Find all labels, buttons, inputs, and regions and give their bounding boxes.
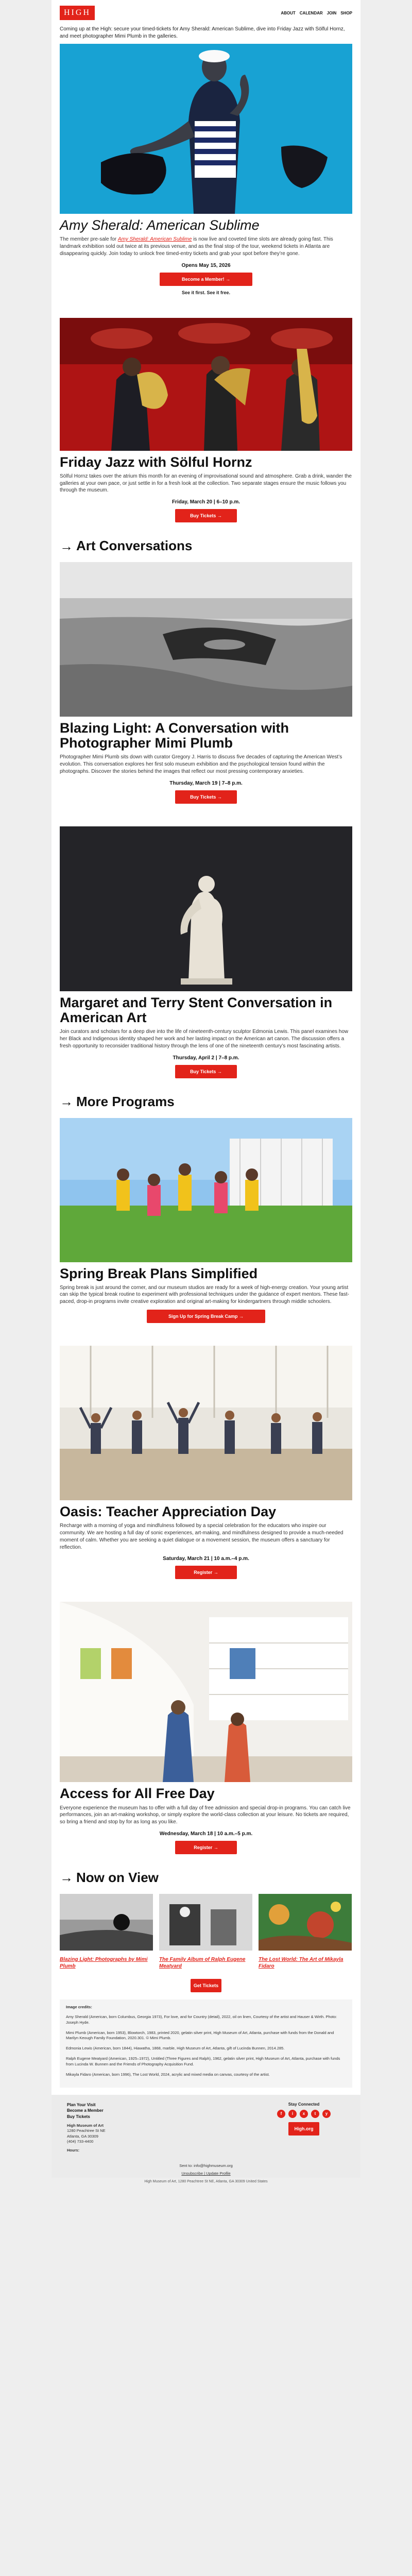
event-jazz xyxy=(52,455,360,523)
event-title: Blazing Light: A Conversation with Photographer Mimi Plumb xyxy=(60,720,289,751)
program-title: Access for All Free Day xyxy=(60,1786,215,1802)
program-spring-break xyxy=(52,1266,360,1324)
exhibition-card[interactable] xyxy=(159,1894,252,1970)
event-mimi-plumb xyxy=(52,721,360,804)
event-body: Photographer Mimi Plumb sits down with curator Gregory J. Harris to discuss five decades of capturing the American West’s evolution. This conversation explores her first solo museum exhibition and the psychological tension found within the photographs. Discover the stories behind the images that reflect our most pressing contemporary anxieties. xyxy=(60,754,342,774)
become-member-link[interactable]: Become a Member xyxy=(67,2108,104,2113)
tiktok-icon[interactable]: t xyxy=(311,2110,319,2118)
art-conversations-heading xyxy=(52,538,360,554)
org-address-line: High Museum of Art, 1280 Peachtree St NE, Atlanta, GA 30309 United States xyxy=(0,2178,412,2190)
exhibition-link[interactable]: The Lost World: The Art of Mikayla Fidaro xyxy=(259,1956,344,1969)
high-org-button[interactable]: High.org xyxy=(288,2122,319,2136)
event-title: Friday Jazz with Sölful Hornz xyxy=(60,454,252,470)
hero-exhibition-link[interactable]: Amy Sherald: American Sublime xyxy=(117,236,192,243)
credit-line: Mikayla Fidaro (American, born 1996), The Lost World, 2024, acrylic and mixed media on canvas, courtesy of the artist. xyxy=(66,2072,270,2077)
credits-title: Image credits: xyxy=(66,2004,92,2009)
section-title: Now on View xyxy=(76,1869,159,1885)
hero-image[interactable] xyxy=(60,44,352,214)
jazz-image[interactable] xyxy=(60,318,352,451)
facebook-icon[interactable]: f xyxy=(277,2110,285,2118)
now-on-view-heading xyxy=(52,1870,360,1886)
now-on-view-grid xyxy=(52,1894,360,1970)
get-tickets-button[interactable]: Get Tickets xyxy=(191,1979,221,1992)
plan-visit-link[interactable]: Plan Your Visit xyxy=(67,2102,96,2107)
youtube-icon[interactable]: y xyxy=(322,2110,331,2118)
program-date: Wednesday, March 18 | 10 a.m.–5 p.m. xyxy=(159,1831,253,1837)
stay-connected-label: Stay Connected xyxy=(288,2102,320,2107)
spring-break-signup-button[interactable]: Sign Up for Spring Break Camp → xyxy=(147,1310,265,1323)
access-free-day-image[interactable] xyxy=(60,1602,352,1782)
become-member-button[interactable]: Become a Member! → xyxy=(160,273,252,286)
nav-calendar[interactable]: CALENDAR xyxy=(299,10,323,15)
credit-line: Ralph Eugene Meatyard (American, 1925–1972), Untitled (Three Figures and Ralph), 1962, gelatin silver print, High Museum of Art, Atlanta, purchase with funds from Lucinda W. Bunnen and the Friends of Photography Acquisition Fund. xyxy=(66,2056,340,2067)
arrow-right-icon: → xyxy=(60,1870,73,1886)
event-body: Join curators and scholars for a deep dive into the life of nineteenth-century sculptor Edmonia Lewis. This panel examines how her Black and Indigenous identity shaped her work and her lasting impact on the American art canon. The discussion offers a fresh opportunity to reconsider traditional history through the lens of one of the nineteenth century’s most fascinating artists. xyxy=(60,1029,349,1049)
section-title: More Programs xyxy=(76,1093,175,1109)
exhibition-card[interactable] xyxy=(60,1894,153,1970)
email-header xyxy=(52,0,360,26)
buy-tickets-button[interactable]: Buy Tickets → xyxy=(175,1065,237,1078)
exhibition-link[interactable]: Blazing Light: Photographs by Mimi Plumb xyxy=(60,1956,148,1969)
oasis-image[interactable] xyxy=(60,1346,352,1500)
event-stent-conversation xyxy=(52,995,360,1078)
hero-body: The member pre-sale for Amy Sherald: American Sublime is now live and coveted time slots are already going fast. This landmark exhibition sold out twice at its previous venue, and as the final stop of the tour, weekend tickets in Atlanta are disappearing quickly. Join today to unlock free timed-entry tickets and grab your spot before they’re gone. xyxy=(60,236,333,257)
exhibition-thumbnail[interactable] xyxy=(259,1894,352,1951)
event-date: Thursday, April 2 | 7–8 p.m. xyxy=(173,1055,239,1061)
more-programs-heading xyxy=(52,1094,360,1110)
exhibition-thumbnail[interactable] xyxy=(159,1894,252,1951)
credit-line: Mimi Plumb (American, born 1953), Blowtorch, 1983, printed 2020, gelatin silver print, High Museum of Art, Atlanta, purchase with funds from the Donald and Marilyn Keough Family Foundation, 2020.301. © Mimi Plumb. xyxy=(66,2030,334,2041)
credit-line: Edmonia Lewis (American, born 1844), Hiawatha, 1868, marble, High Museum of Art, Atlanta, gift of Lucinda Bunnen, 2014.285. xyxy=(66,2046,285,2051)
high-logo[interactable]: HIGH xyxy=(60,6,95,20)
museum-address: High Museum of Art 1280 Peachtree St NE Atlanta, GA 30309 (404) 733-4400 Hours: xyxy=(67,2123,106,2153)
register-button[interactable]: Register → xyxy=(175,1841,237,1854)
arrow-right-icon: → xyxy=(60,538,73,554)
legal-block xyxy=(52,2158,360,2178)
event-date: Thursday, March 19 | 7–8 p.m. xyxy=(169,780,243,786)
program-body: Everyone experience the museum has to offer with a full day of free admission and special drop-in programs. You can catch live performances, join an art-making workshop, or simply explore the world-class collection at your leisure. No tickets are required, so bring a friend and stop by for as long as you like. xyxy=(60,1805,351,1825)
hero-title: Amy Sherald: American Sublime xyxy=(60,217,260,233)
event-date: Friday, March 20 | 6–10 p.m. xyxy=(171,499,241,505)
sent-to-text: Sent to: info@highmuseum.org xyxy=(179,2163,233,2168)
instagram-icon[interactable]: i xyxy=(288,2110,297,2118)
event-title: Margaret and Terry Stent Conversation in American Art xyxy=(60,994,333,1025)
program-body: Recharge with a morning of yoga and mindfulness followed by a special celebration for the educators who inspire our community. We are hosting a full day of sonic experiences, art-making, and mindfulness designed to provide a much-needed moment of calm. Whether you are seeking a quiet dialogue or a movement session, the museum offers a sanctuary for reflection. xyxy=(60,1523,344,1550)
buy-tickets-link[interactable]: Buy Tickets xyxy=(67,2114,90,2119)
event-body: Sölful Hornz takes over the atrium this month for an evening of improvisational sound and atmosphere. Grab a drink, wander the galleries at your own pace, or just settle in for a fresh look at the collection. Two separate stages ensure the music follows you through the museum. xyxy=(60,473,352,494)
exhibition-link[interactable]: The Family Album of Ralph Eugene Meatyard xyxy=(159,1956,246,1969)
top-nav xyxy=(281,11,352,15)
program-oasis xyxy=(52,1504,360,1579)
nav-join[interactable]: JOIN xyxy=(327,10,337,15)
hero-section xyxy=(52,218,360,295)
credit-line: Amy Sherald (American, born Columbus, Georgia 1973), For love, and for Country (detail), 2022, oil on linen, Courtesy of the artist and Hauser & Wirth. Photo: Joseph Hyde. xyxy=(66,2014,337,2025)
register-button[interactable]: Register → xyxy=(175,1566,237,1579)
footer-right xyxy=(263,2102,345,2153)
program-body: Spring break is just around the corner, and our museum studios are ready for a week of high-energy creation. Your young artist can skip the typical break routine to experiment with professional techniques under the guidance of expert mentors. These fast-paced, drop-in programs invite creative exploration and original art-making for kindergartners through middle schoolers. xyxy=(60,1284,349,1305)
program-title: Spring Break Plans Simplified xyxy=(60,1265,258,1281)
email-body xyxy=(52,0,360,2178)
program-date: Saturday, March 21 | 10 a.m.–4 p.m. xyxy=(163,1556,249,1562)
spring-break-image[interactable] xyxy=(60,1118,352,1262)
footer-left xyxy=(67,2102,106,2153)
buy-tickets-button[interactable]: Buy Tickets → xyxy=(175,790,237,804)
buy-tickets-button[interactable]: Buy Tickets → xyxy=(175,509,237,522)
email-footer xyxy=(52,2095,360,2158)
program-title: Oasis: Teacher Appreciation Day xyxy=(60,1504,277,1520)
arrow-right-icon: → xyxy=(60,1094,73,1109)
section-title: Art Conversations xyxy=(76,538,193,554)
program-access-for-all xyxy=(52,1786,360,1854)
mimi-plumb-image[interactable] xyxy=(60,562,352,717)
x-icon[interactable]: x xyxy=(300,2110,308,2118)
image-credits xyxy=(60,1999,352,2088)
nav-shop[interactable]: SHOP xyxy=(340,10,352,15)
hero-subnote: See it first. See it free. xyxy=(181,290,231,295)
sculpture-image[interactable] xyxy=(60,826,352,991)
exhibition-card[interactable] xyxy=(259,1894,352,1970)
nav-about[interactable]: ABOUT xyxy=(281,10,296,15)
unsubscribe-link[interactable]: Unsubscribe | Update Profile xyxy=(181,2171,231,2176)
social-links xyxy=(263,2110,345,2118)
hero-date: Opens May 15, 2026 xyxy=(181,262,231,268)
intro-text: Coming up at the High: secure your timed-tickets for Amy Sherald: American Sublime, dive into Friday Jazz with Sölful Hornz, and meet photographer Mimi Plumb in the galleries. xyxy=(60,26,345,39)
exhibition-thumbnail[interactable] xyxy=(60,1894,153,1951)
